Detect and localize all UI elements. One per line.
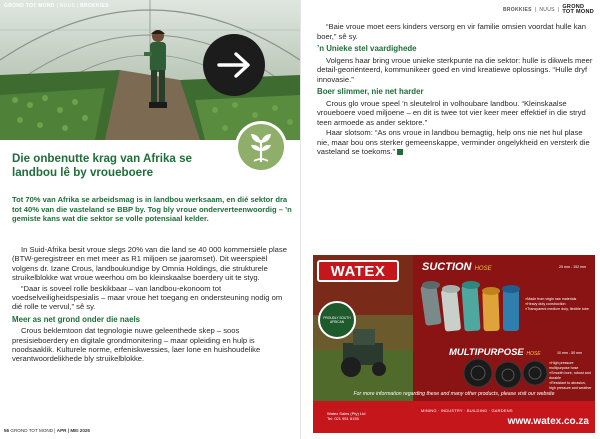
- paragraph: “Baie vroue moet eers kinders versorg en vir familie omsien voordat hulle kan boer,” sê sy.: [317, 22, 586, 41]
- ad-sectors: MINING · INDUSTRY · BUILDING · GARDENS: [421, 408, 513, 413]
- footer-issue: APR | MEI 2025: [56, 428, 90, 433]
- ad-website-link[interactable]: www.watex.co.za: [507, 416, 589, 427]
- article-body-left: [12, 245, 294, 365]
- suction-sizes: 25 mm - 152 mm: [559, 265, 587, 269]
- paragraph-final: Haar slotsom: “As ons vroue in landbou bemagtig, help ons nie net hul plase nie, maar bou ons sterker gemeenskappe, verminder ongelykheid en versterk die vasteland se toekoms.”: [317, 128, 590, 156]
- suction-bullets: ● Made from virgin raw materials ● Heavy duty construction ● Transparent medium duty, flexible tube: [525, 297, 591, 312]
- header-section: BROKKIES: [80, 3, 109, 9]
- watex-advertisement[interactable]: [313, 255, 595, 433]
- magazine-logo: GROND TOT MOND: [562, 4, 594, 15]
- paragraph: “Daar is soveel rolle beskikbaar – van landbou-ekonoom tot voedselveiligheidspesialis – maar vroue het toegang en ondersteuning nodig om dié rolle te vervul,” sê sy.: [12, 283, 283, 312]
- ad-tagline: For more information regarding these and many other products, please visit our website: [353, 391, 555, 397]
- arrow-right-icon: [217, 52, 251, 78]
- watex-logo: WATEX: [317, 260, 399, 282]
- article-title: Die onbenutte krag van Afrika se landbou lê by vroueboere: [12, 152, 192, 179]
- proudly-sa-badge: PROUDLY SOUTH AFRICAN: [318, 301, 356, 339]
- header-section: BROKKIES: [502, 7, 532, 13]
- plant-badge: [235, 121, 287, 173]
- paragraph: Volgens haar bring vroue unieke sterkpunte na die sektor: hulle is dikwels meer detail-georiënteerd, kommunikeer goed en vind kreatiewe oplossings. “Hulle dryf innovasie.”: [317, 55, 593, 84]
- page-header: GROND TOT MOND | NUUS | BROKKIES: [4, 3, 109, 9]
- page-footer: 56 GROND TOT MOND | APR | MEI 2025: [4, 428, 90, 433]
- subheading: Meer as net grond onder die naels: [12, 314, 141, 324]
- paragraph: Crous glo vroue speel ’n sleutelrol in volhoubare landbou. “Kleinskaalse vroueboere voed miljoene – en dit is twee tot vier keer meer effektief in die stryd teen armoede as ander sektore.”: [317, 98, 586, 127]
- end-mark-icon: [397, 149, 403, 155]
- multipurpose-bullets: ● High pressure multipurpose hose ● Smooth bore, robust and durable ● Resistant to abrasion, high pressure and weather: [549, 361, 593, 391]
- paragraph: In Suid-Afrika besit vroue slegs 20% van die land se 40 000 kommersiële plase (BTW-geregistreer en met meer as R1 miljoen se jaaromset). Dit weerspieël volgens dr. Izane Crous, landboukundige by Omnia Holdings, die strukturele struikelblokke wat vroue weerhou om bo kleinskaalse boerdery uit te styg.: [12, 245, 287, 283]
- next-arrow-button[interactable]: [203, 34, 265, 96]
- header-divider: NUUS: [539, 7, 555, 13]
- footer-magazine: GROND TOT MOND: [10, 428, 54, 433]
- header-brand: GROND TOT MOND: [4, 3, 55, 9]
- multipurpose-hose-title: MULTIPURPOSE HOSE: [449, 347, 541, 358]
- article-lead: Tot 70% van Afrika se arbeidsmag is in landbou werksaam, en dié sektor dra tot 40% van die vasteland se BBP by. Tog bly vroue onderverteenwoordig – ’n gemiste kans wat die sektor se volle potensiaal kelder.: [12, 195, 292, 224]
- paragraph: Crous beklemtoon dat tegnologie nuwe geleenthede skep – soos presisieboerdery en digitale grondmonitering – maar opleiding en hulp is noodsaaklik. Kulturele norme, erfeniskwessies, laer lone en huishoudelike verantwoordelikhede bly struikelblokke.: [12, 326, 261, 364]
- ad-footer-bar: [313, 401, 595, 433]
- suction-hose-title: SUCTION HOSE: [422, 261, 492, 273]
- subheading: Boer slimmer, nie net harder: [317, 87, 424, 96]
- subheading: ’n Unieke stel vaardighede: [317, 44, 417, 53]
- page-number: 56: [4, 428, 10, 433]
- header-divider: NUUS: [59, 3, 76, 9]
- plant-sprout-icon: [246, 131, 276, 163]
- ad-company: Watex Sales (Pty) Ltd Tel: 021 951 8155: [327, 411, 366, 421]
- multipurpose-sizes: 10 mm - 50 mm: [557, 351, 583, 355]
- page-header-right: BROKKIES | NUUS | GROND TOT MOND: [502, 4, 594, 15]
- article-body-right: [317, 22, 593, 158]
